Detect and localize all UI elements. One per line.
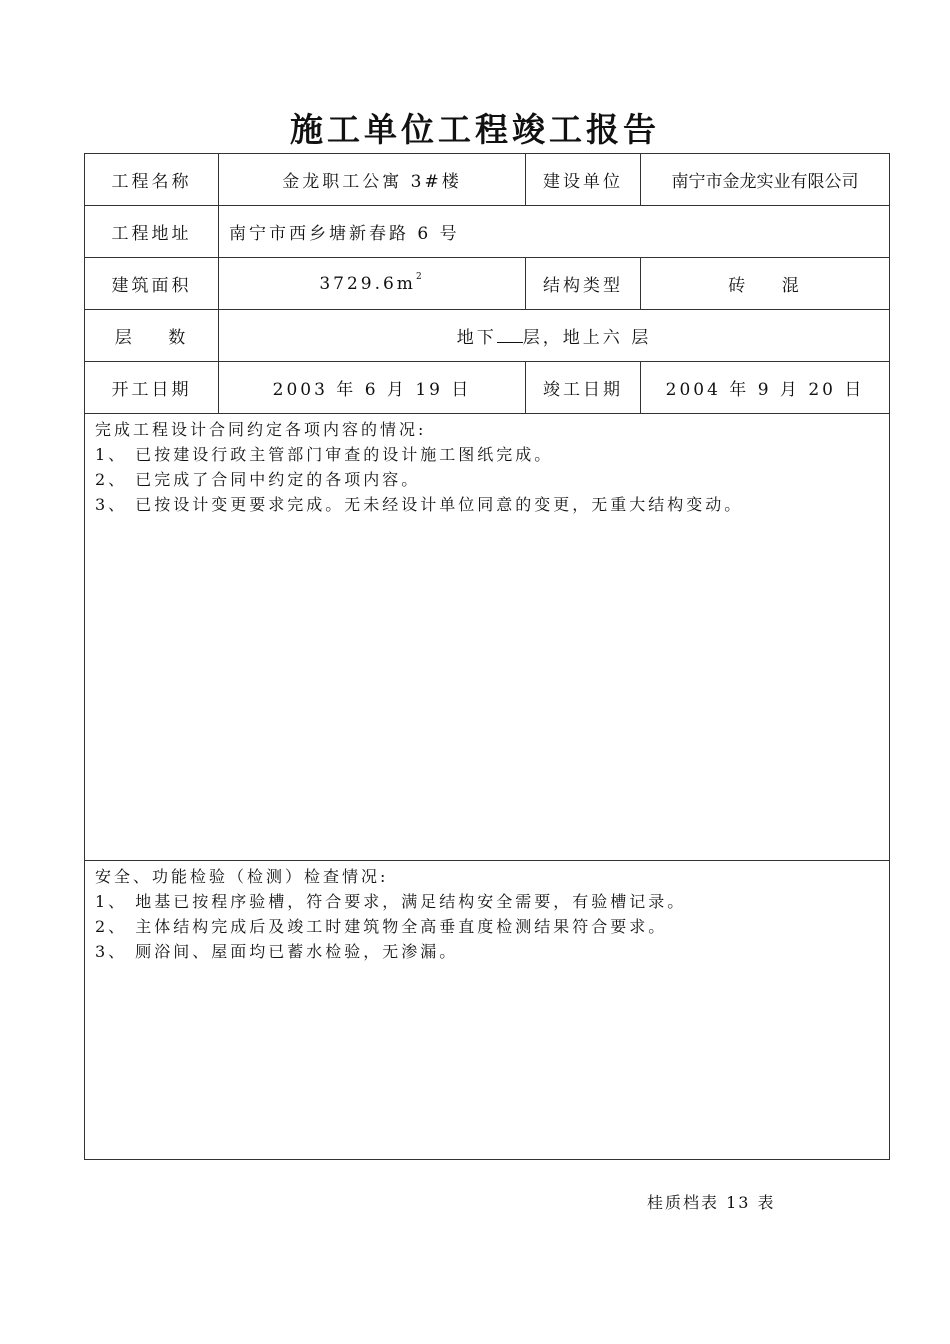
row-dates — [85, 362, 890, 414]
floors-underground-blank — [497, 326, 523, 343]
row-floors — [85, 310, 890, 362]
builder-value: 南宁市金龙实业有限公司 — [641, 154, 890, 206]
row-inspection-section — [85, 861, 890, 1160]
address-label: 工程地址 — [85, 206, 219, 258]
structure-label: 结构类型 — [526, 258, 641, 310]
form-code-footer: 桂质档表 13 表 — [647, 1193, 776, 1212]
report-form — [84, 153, 890, 1160]
inspection-item: 2、 主体结构完成后及竣工时建筑物全高垂直度检测结果符合要求。 — [95, 917, 668, 936]
area-label: 建筑面积 — [85, 258, 219, 310]
floors-cell — [219, 310, 890, 362]
area-unit-superscript: 2 — [415, 271, 425, 282]
structure-value: 砖 混 — [641, 258, 890, 310]
row-area — [85, 258, 890, 310]
row-completion-section — [85, 414, 890, 861]
completion-item: 3、 已按设计变更要求完成。无未经设计单位同意的变更，无重大结构变动。 — [95, 495, 744, 514]
completion-item: 1、 已按建设行政主管部门审查的设计施工图纸完成。 — [95, 445, 554, 464]
inspection-item: 3、 厕浴间、屋面均已蓄水检验，无渗漏。 — [95, 942, 459, 961]
completion-heading: 完成工程设计合同约定各项内容的情况: — [95, 420, 427, 439]
area-cell — [219, 258, 526, 310]
completion-section — [85, 414, 890, 861]
completion-item: 2、 已完成了合同中约定的各项内容。 — [95, 470, 421, 489]
floors-suffix: 层，地上六 层 — [522, 328, 652, 348]
floors-prefix: 地下 — [456, 328, 497, 348]
project-name-value: 金龙职工公寓 3#楼 — [219, 154, 526, 206]
document-title: 施工单位工程竣工报告 — [290, 110, 660, 149]
end-date-label: 竣工日期 — [526, 362, 641, 414]
row-address — [85, 206, 890, 258]
builder-label: 建设单位 — [526, 154, 641, 206]
inspection-item: 1、 地基已按程序验槽，符合要求，满足结构安全需要，有验槽记录。 — [95, 892, 687, 911]
floors-label: 层 数 — [85, 310, 219, 362]
row-project-name — [85, 154, 890, 206]
start-date-value: 2003 年 6 月 19 日 — [219, 362, 526, 414]
project-name-label: 工程名称 — [85, 154, 219, 206]
address-value: 南宁市西乡塘新春路 6 号 — [219, 206, 890, 258]
start-date-label: 开工日期 — [85, 362, 219, 414]
inspection-heading: 安全、功能检验（检测）检查情况: — [95, 867, 389, 886]
inspection-section — [85, 861, 890, 1160]
area-value: 3729.6m — [319, 273, 416, 294]
end-date-value: 2004 年 9 月 20 日 — [641, 362, 890, 414]
